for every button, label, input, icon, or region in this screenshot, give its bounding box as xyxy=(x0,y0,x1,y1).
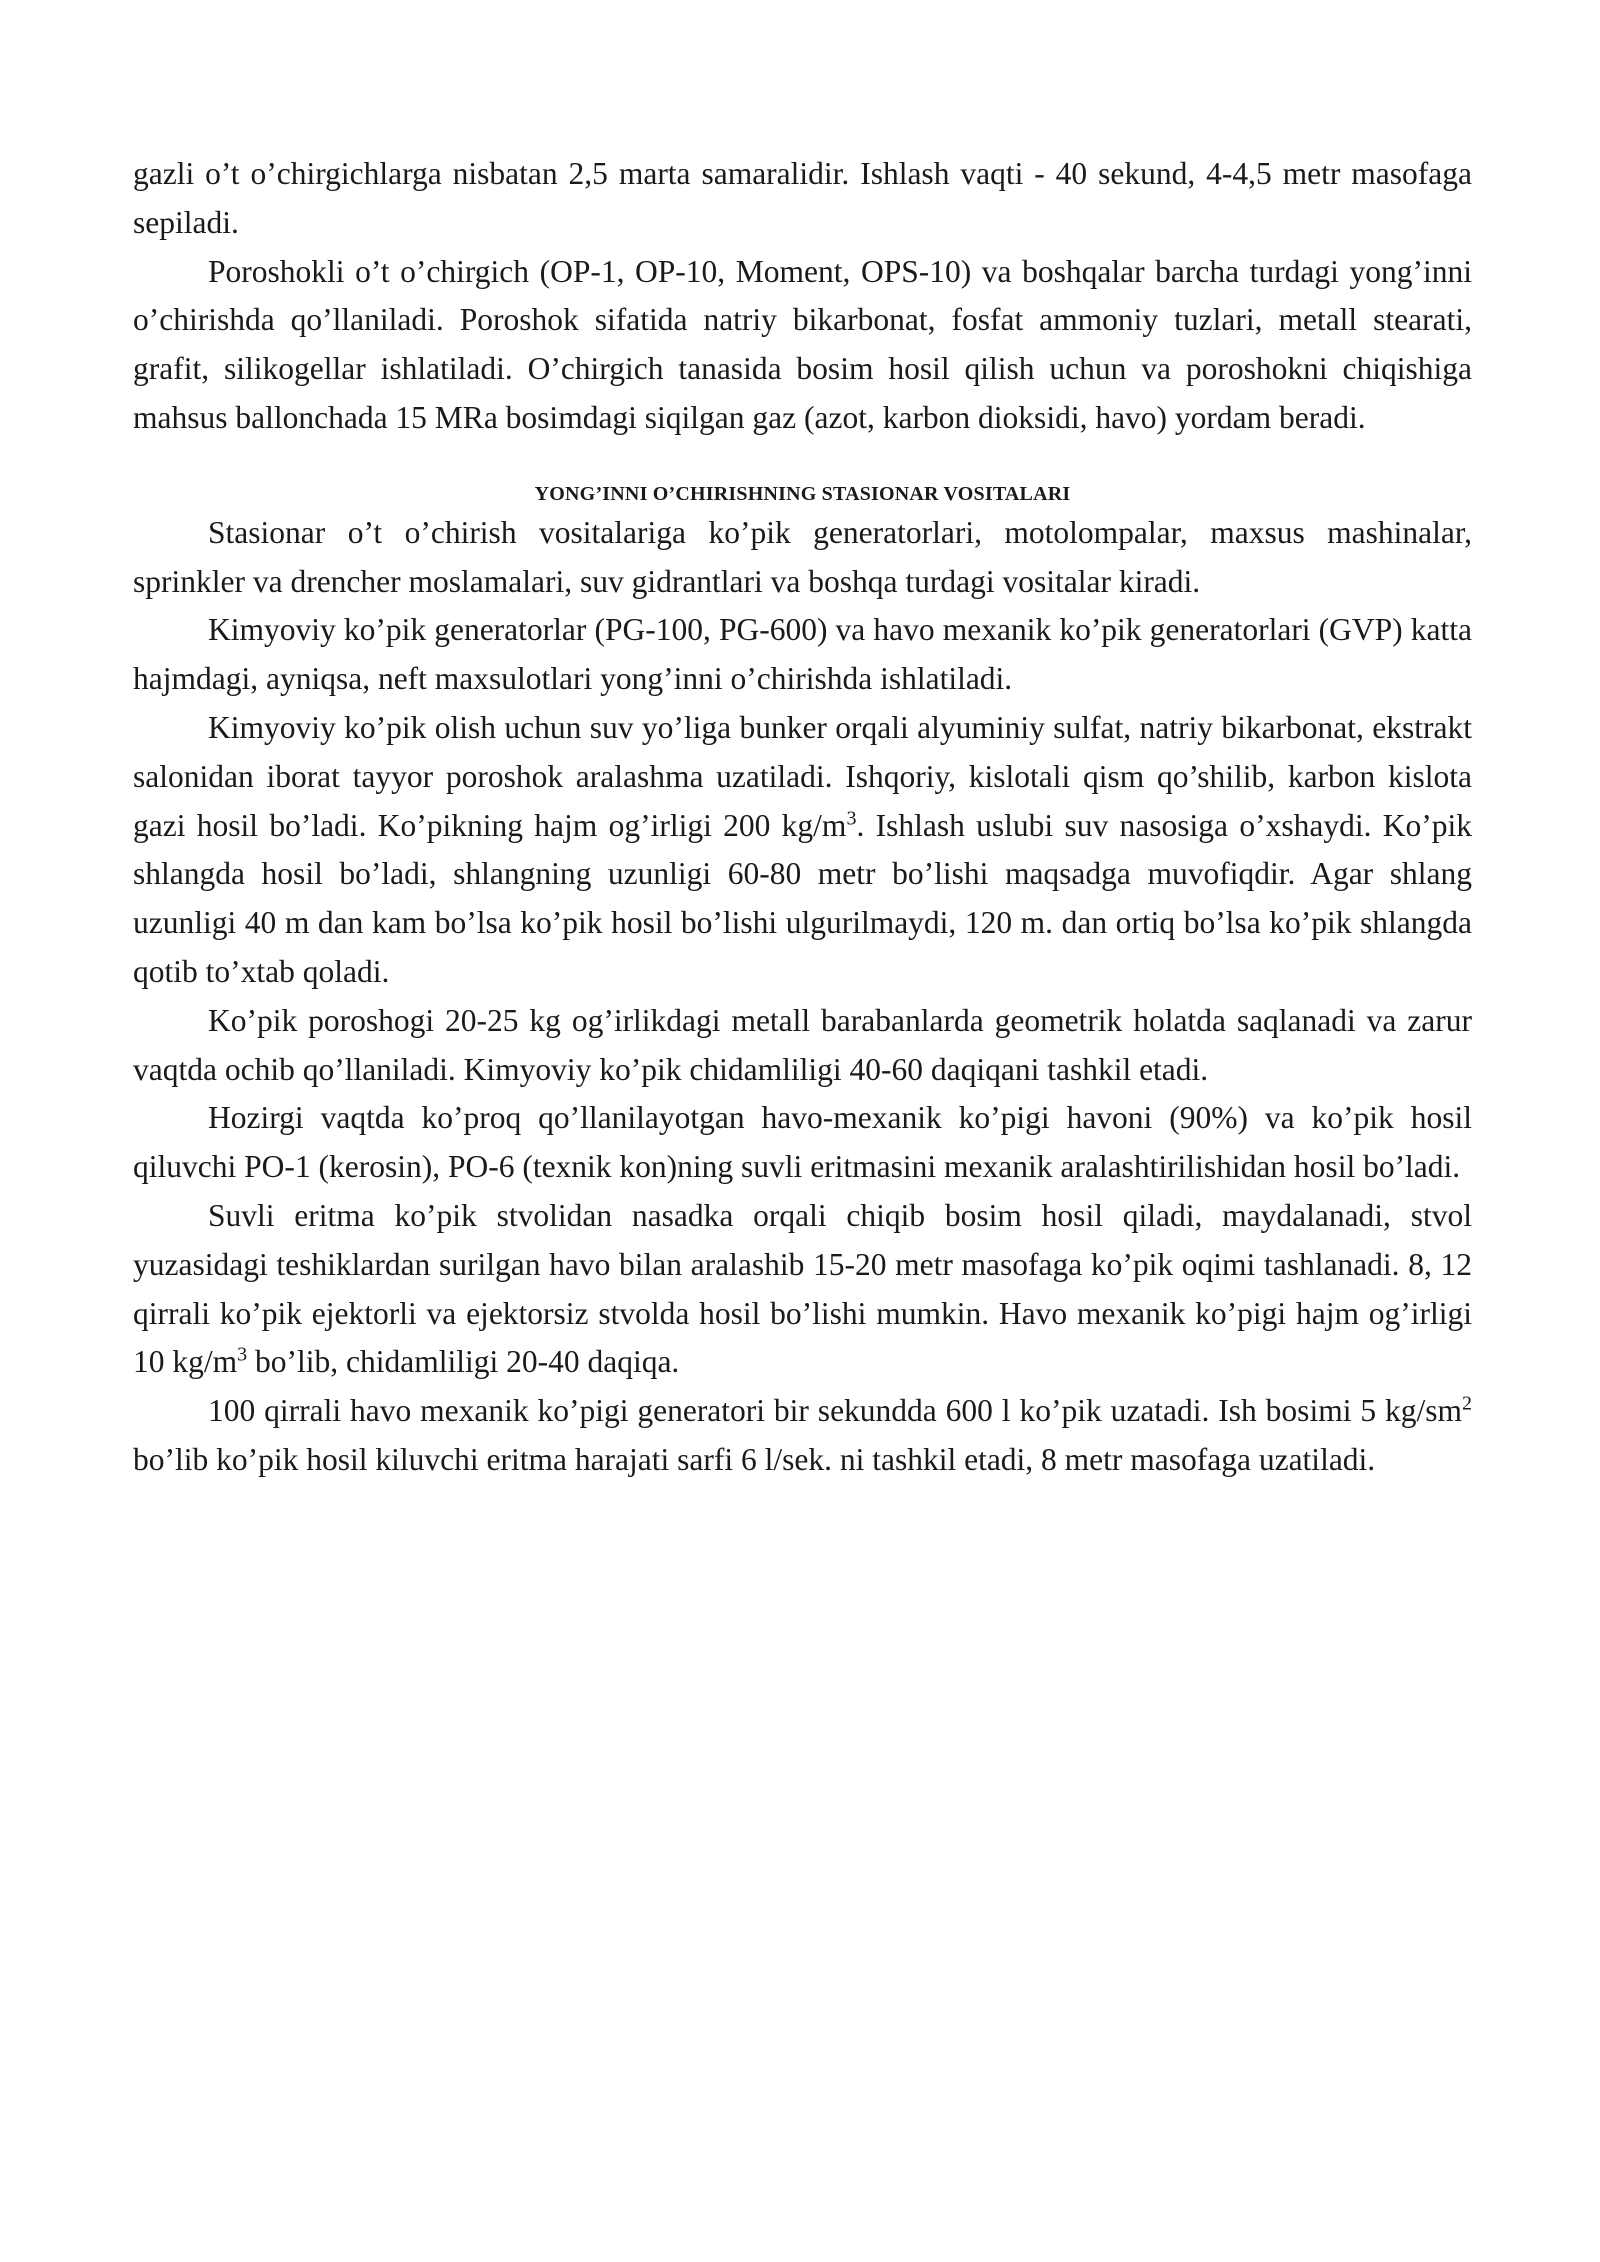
section-heading: YONG’INNI O’CHIRISHNING STASIONAR VOSITALARI xyxy=(534,482,1071,505)
paragraph-5-text-b: . Ishlash uslubi suv nasosiga o’xshaydi. Ko’pik shlangda hosil bo’ladi, shlangning uzunligi 60-80 metr bo’lishi maqsadga muvofiqdir. Agar shlang uzunligi 40 m dan kam bo’lsa ko’pik hosil bo’lishi ulgurilmaydi, 120 m. dan ortiq bo’lsa ko’pik shlangda qotib to’xtab qoladi. xyxy=(133,807,1472,989)
paragraph-9 xyxy=(133,1387,1472,1485)
paragraph-1: gazli o’t o’chirgichlarga nisbatan 2,5 marta samaralidir. Ishlash vaqti - 40 sekund, 4-4,5 metr masofaga sepiladi. xyxy=(133,156,1472,240)
superscript-exponent: 3 xyxy=(237,1343,248,1366)
superscript-exponent: 3 xyxy=(846,807,857,830)
paragraph-5-text-a: Kimyoviy ko’pik olish uchun suv yo’liga bunker orqali alyuminiy sulfat, natriy bikarbonat, ekstrakt salonidan iborat tayyor poroshok aralashma uzatiladi. Ishqoriy, kislotali qism qo’shilib, karbon kislota gazi hosil bo’ladi. Ko’pikning hajm og’irligi 200 kg/m xyxy=(133,709,1472,843)
superscript-exponent: 2 xyxy=(1462,1392,1472,1415)
paragraph-8-text-a: Suvli eritma ko’pik stvolidan nasadka orqali chiqib bosim hosil qiladi, maydalanadi, stvol yuzasidagi teshiklardan surilgan havo bilan aralashib 15-20 metr masofaga ko’pik oqimi tashlanadi. 8, 12 qirrali ko’pik ejektorli va ejektorsiz stvolda hosil bo’lishi mumkin. Havo mexanik ko’pigi hajm og’irligi 10 kg/m xyxy=(133,1197,1472,1380)
paragraph-4: Kimyoviy ko’pik generatorlar (PG-100, PG-600) va havo mexanik ko’pik generatorlari (GVP) katta hajmdagi, ayniqsa, neft maxsulotlari yong’inni o’chirishda ishlatiladi. xyxy=(133,612,1472,697)
paragraph-8-text-b: bo’lib, chidamliligi 20-40 daqiqa. xyxy=(247,1344,680,1380)
paragraph-9-text-a: 100 qirrali havo mexanik ko’pigi generatori bir sekundda 600 l ko’pik uzatadi. Ish bosimi 5 kg/sm xyxy=(208,1393,1462,1429)
paragraph-3: Stasionar o’t o’chirish vositalariga ko’pik generatorlari, motolompalar, maxsus mashinalar, sprinkler va drencher moslamalari, suv gidrantlari va boshqa turdagi vositalar kiradi. xyxy=(133,514,1472,599)
paragraph-2: Poroshokli o’t o’chirgich (OP-1, OP-10, Moment, OPS-10) va boshqalar barcha turdagi yong’inni o’chirishda qo’llaniladi. Poroshok sifatida natriy bikarbonat, fosfat ammoniy tuzlari, metall stearati, grafit, silikogellar ishlatiladi. O’chirgich tanasida bosim hosil qilish uchun va poroshokni chiqishiga mahsus ballonchada 15 MRa bosimdagi siqilgan gaz (azot, karbon dioksidi, havo) yordam beradi. xyxy=(133,253,1472,435)
paragraph-8 xyxy=(133,1192,1472,1387)
document-page xyxy=(133,150,1472,1485)
paragraph-7: Hozirgi vaqtda ko’proq qo’llanilayotgan havo-mexanik ko’pigi havoni (90%) va ko’pik hosil qiluvchi PO-1 (kerosin), PO-6 (texnik kon)ning suvli eritmasini mexanik aralashtirilishidan hosil bo’ladi. xyxy=(133,1100,1472,1185)
paragraph-5 xyxy=(133,704,1472,997)
paragraph-6: Ko’pik poroshogi 20-25 kg og’irlikdagi metall barabanlarda geometrik holatda saqlanadi va zarur vaqtda ochib qo’llaniladi. Kimyoviy ko’pik chidamliligi 40-60 daqiqani tashkil etadi. xyxy=(133,1002,1472,1087)
paragraph-9-text-b: bo’lib ko’pik hosil kiluvchi eritma harajati sarfi 6 l/sek. ni tashkil etadi, 8 metr masofaga uzatiladi. xyxy=(133,1441,1376,1477)
